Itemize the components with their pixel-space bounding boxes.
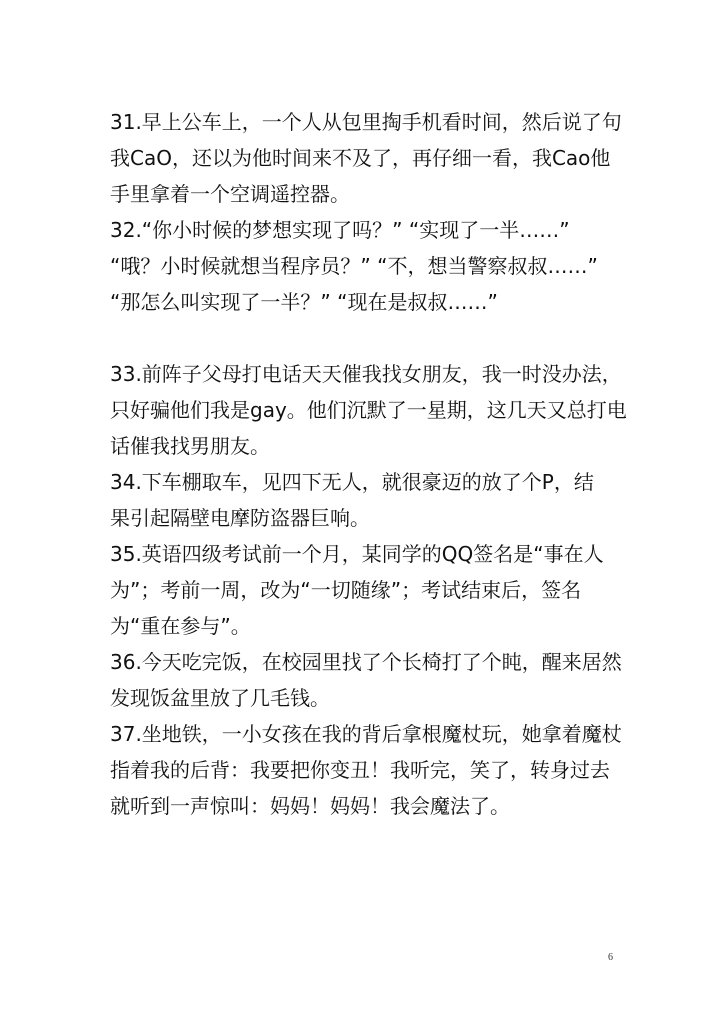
document-body (110, 104, 630, 824)
text-line: 34.下车棚取车，见四下无人，就很豪迈的放了个P，结 (110, 470, 594, 494)
text-line: 33.前阵子父母打电话天天催我找女朋友，我一时没办法， (110, 362, 622, 386)
text-line: 为“重在参与”。 (110, 614, 251, 638)
text-line: 31.早上公车上，一个人从包里掏手机看时间，然后说了句 (110, 110, 622, 134)
text-line: 只好骗他们我是gay。他们沉默了一星期，这几天又总打电 (110, 398, 627, 422)
text-line: 我CaO，还以为他时间来不及了，再仔细一看，我Cao他 (110, 146, 611, 170)
page-number: 6 (608, 952, 613, 963)
text-line: 发现饭盆里放了几毛钱。 (110, 686, 330, 710)
text-line: 为”；考前一周，改为“一切随缘”；考试结束后，签名 (110, 578, 582, 602)
text-line: 手里拿着一个空调遥控器。 (110, 182, 350, 206)
blank-line (110, 320, 630, 356)
text-line: 35.英语四级考试前一个月，某同学的QQ签名是“事在人 (110, 542, 604, 566)
text-line: “那怎么叫实现了一半？” “现在是叔叔……” (110, 290, 498, 314)
text-line: 32.“你小时候的梦想实现了吗？” “实现了一半……” (110, 218, 570, 242)
text-line: “哦？小时候就想当程序员？” “不，想当警察叔叔……” (110, 254, 598, 278)
text-line: 就听到一声惊叫：妈妈！妈妈！我会魔法了。 (110, 794, 510, 818)
text-line: 37.坐地铁，一小女孩在我的背后拿根魔杖玩，她拿着魔杖 (110, 722, 622, 746)
text-line: 果引起隔壁电摩防盗器巨响。 (110, 506, 370, 530)
text-line: 指着我的后背：我要把你变丑！我听完，笑了，转身过去 (110, 758, 610, 782)
text-line: 36.今天吃完饭，在校园里找了个长椅打了个盹，醒来居然 (110, 650, 622, 674)
text-line: 话催我找男朋友。 (110, 434, 270, 458)
